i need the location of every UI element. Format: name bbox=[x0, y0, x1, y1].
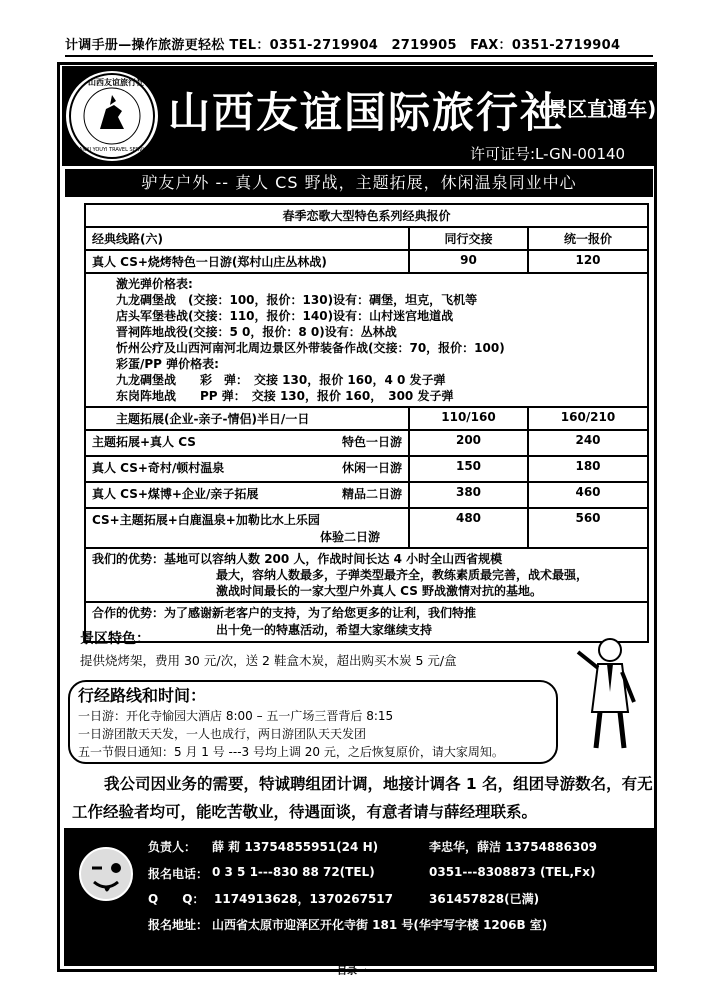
table-row bbox=[85, 508, 648, 548]
route-type: 精品二日游 bbox=[341, 487, 402, 501]
route-line: 五一节假日通知：5 月 1 号 ---3 号均上调 20 元，之后恢复原价，请大家周知。 bbox=[78, 745, 504, 759]
address-label: 报名地址： bbox=[148, 918, 209, 932]
person2-value: 李忠华，薛洁 13754886309 bbox=[429, 840, 598, 854]
col-peer-header: 同行交接 bbox=[409, 227, 528, 250]
route-cell bbox=[85, 482, 409, 508]
pp-line: 东岗阵地战 PP 弹： 交接 130，报价 160， 300 发子弹 bbox=[116, 389, 454, 403]
peer-price: 480 bbox=[409, 508, 528, 548]
price-table bbox=[84, 203, 649, 643]
phone-label: 报名电话： bbox=[148, 867, 209, 881]
laser-line: 店头军堡巷战(交接：110，报价：140)设有：山村迷宫地道战 bbox=[116, 309, 454, 323]
page-footer: 目录一 bbox=[337, 966, 367, 977]
phone-value: 0 3 5 1---830 88 72(TEL) bbox=[212, 865, 375, 879]
route-type: 体验二日游 bbox=[320, 530, 381, 544]
advantage-line: 最大，容纳人数最多，子弹类型最齐全，教练素质最完善，战术最强， bbox=[216, 568, 589, 582]
coop-line: 出十免一的特惠活动，希望大家继续支持 bbox=[216, 623, 433, 637]
col-route-header: 经典线路(六) bbox=[85, 227, 409, 250]
top-info-line: 计调手册—操作旅游更轻松 TEL：0351-2719904 2719905 FAX：0351-2719904 bbox=[65, 34, 653, 57]
unified-price: 180 bbox=[528, 456, 648, 482]
tagline-bar: 驴友户外 -- 真人 CS 野战，主题拓展，休闲温泉同业中心 bbox=[65, 169, 653, 197]
route-cell bbox=[85, 430, 409, 456]
table-caption: 春季恋歌大型特色系列经典报价 bbox=[85, 204, 648, 227]
laser-line: 晋祠阵地战役(交接：5 0，报价：8 0)设有：丛林战 bbox=[116, 325, 397, 339]
qq-value: 1174913628，1370267517 bbox=[214, 892, 393, 906]
laser-title: 激光弹价格表: bbox=[116, 277, 193, 291]
qq2-value: 361457828(已满) bbox=[429, 892, 540, 906]
route-heading: 行经路线和时间： bbox=[78, 686, 207, 705]
unified-price: 560 bbox=[528, 508, 648, 548]
peer-price: 110/160 bbox=[409, 407, 528, 430]
unified-price: 460 bbox=[528, 482, 648, 508]
route-type: 休闲一日游 bbox=[341, 461, 402, 475]
route-name: 主题拓展(企业-亲子-情侣)半日/一日 bbox=[85, 407, 409, 430]
laser-line: 九龙碉堡战 (交接：100，报价：130)设有：碉堡，坦克，飞机等 bbox=[116, 293, 478, 307]
route-name: 真人 CS+烧烤特色一日游(郑村山庄丛林战) bbox=[85, 250, 409, 273]
peer-price: 90 bbox=[409, 250, 528, 273]
route-line: 一日游团散天天发，一人也成行，两日游团队天天发团 bbox=[78, 727, 367, 741]
col-price-header: 统一报价 bbox=[528, 227, 648, 250]
route-cell bbox=[85, 456, 409, 482]
logo-text-cn: 山西友谊旅行社 bbox=[88, 78, 144, 87]
logo-text-en: SHANXI YOUYI TRAVEL SERVICE bbox=[72, 147, 151, 153]
phone2-value: 0351---8308873 (TEL,Fx) bbox=[429, 865, 596, 879]
company-logo bbox=[66, 71, 158, 161]
recruit-line: 工作经验者均可，能吃苦敬业，待遇面谈，有意者请与薛经理联系。 bbox=[72, 803, 538, 821]
contact-panel bbox=[64, 828, 654, 966]
person-label: 负责人： bbox=[148, 840, 197, 854]
laser-price-block bbox=[85, 273, 648, 407]
unified-price: 160/210 bbox=[528, 407, 648, 430]
unified-price: 240 bbox=[528, 430, 648, 456]
route-name: 真人 CS+煤博+企业/亲子拓展 bbox=[92, 487, 259, 501]
cooperation-block bbox=[85, 602, 648, 642]
table-row bbox=[85, 250, 648, 273]
table-row bbox=[85, 482, 648, 508]
laser-line: 忻州公疗及山西河南河北周边景区外带装备作战(交接：70，报价：100) bbox=[116, 341, 505, 355]
address-value: 山西省太原市迎泽区开化寺街 181 号(华宇写字楼 1206B 室) bbox=[212, 918, 548, 932]
peer-price: 380 bbox=[409, 482, 528, 508]
features-heading: 景区特色： bbox=[80, 631, 150, 647]
advantage-block bbox=[85, 548, 648, 602]
advantage-line: 激战时间最长的一家大型户外真人 CS 野战激情对抗的基地。 bbox=[216, 584, 543, 598]
coop-label: 合作的优势： bbox=[92, 606, 165, 620]
businessman-illustration-icon bbox=[570, 632, 650, 752]
qq-label: Q Q： bbox=[148, 892, 205, 906]
license-number: 许可证号:L-GN-00140 bbox=[470, 145, 626, 163]
company-title: 山西友谊国际旅行社 bbox=[168, 88, 565, 137]
unified-price: 120 bbox=[528, 250, 648, 273]
coop-line: 为了感谢新老客户的支持，为了给您更多的让利，我们特推 bbox=[164, 606, 477, 620]
pp-line: 九龙碉堡战 彩 弹： 交接 130，报价 160，4 0 发子弹 bbox=[116, 373, 446, 387]
wink-smiley-icon bbox=[78, 846, 134, 902]
advantage-line: 基地可以容纳人数 200 人，作战时间长达 4 小时全山西省规模 bbox=[164, 552, 503, 566]
table-row bbox=[85, 456, 648, 482]
table-row bbox=[85, 407, 648, 430]
person-value: 薛 莉 13754855951(24 H) bbox=[212, 840, 379, 854]
route-name: CS+主题拓展+白鹿温泉+加勒比水上乐园 bbox=[92, 513, 320, 527]
peer-price: 150 bbox=[409, 456, 528, 482]
route-cell bbox=[85, 508, 409, 548]
features-text: 提供烧烤架，费用 30 元/次，送 2 鞋盒木炭，超出购买木炭 5 元/盒 bbox=[80, 653, 457, 668]
route-name: 真人 CS+奇村/顿村温泉 bbox=[92, 461, 225, 475]
recruit-line: 我公司因业务的需要，特诚聘组团计调，地接计调各 1 名，组团导游数名，有无 bbox=[104, 775, 653, 793]
route-name: 主题拓展+真人 CS bbox=[92, 435, 196, 449]
advantage-label: 我们的优势： bbox=[92, 552, 165, 566]
company-subtitle: (景区直通车) bbox=[538, 97, 657, 121]
pp-title: 彩蛋/PP 弹价格表: bbox=[116, 357, 219, 371]
table-row bbox=[85, 430, 648, 456]
route-type: 特色一日游 bbox=[341, 435, 402, 449]
peer-price: 200 bbox=[409, 430, 528, 456]
route-line: 一日游：开化寺愉园大酒店 8:00 – 五一广场三晋背后 8:15 bbox=[78, 709, 394, 723]
